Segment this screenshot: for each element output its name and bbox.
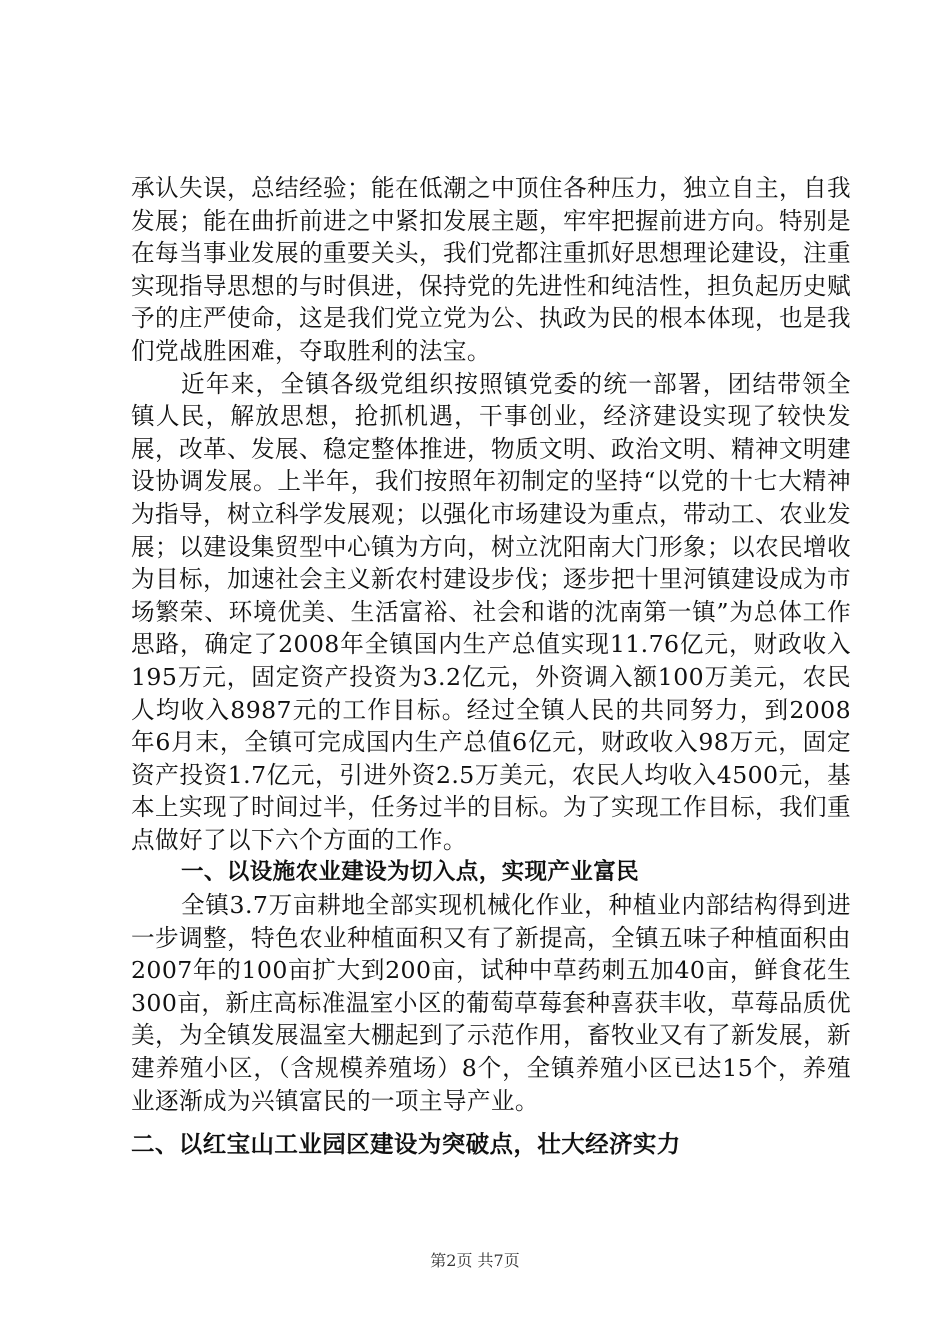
page-number-footer: 第2页 共7页 <box>430 1251 520 1270</box>
section-heading-2: 二、以红宝山工业园区建设为突破点，壮大经济实力 <box>131 1130 681 1159</box>
document-body <box>131 172 851 1161</box>
paragraph-continuation: 承认失误，总结经验；能在低潮之中顶住各种压力，独立自主，自我发展；能在曲折前进之中紧扣发展主题，牢牢把握前进方向。特别是在每当事业发展的重要关头，我们党都注重抓好思想理论建设，注重实现指导思想的与时俱进，保持党的先进性和纯洁性，担负起历史赋予的庄严使命，这是我们党立党为公、执政为民的根本体现，也是我们党战胜困难，夺取胜利的法宝。 <box>131 174 851 365</box>
section-heading-1: 一、以设施农业建设为切入点，实现产业富民 <box>181 859 640 886</box>
paragraph-recent-years: 近年来，全镇各级党组织按照镇党委的统一部署，团结带领全镇人民，解放思想，抢抓机遇，干事创业，经济建设实现了较快发展，改革、发展、稳定整体推进，物质文明、政治文明、精神文明建设协调发展。上半年，我们按照年初制定的坚持“以党的十七大精神为指导，树立科学发展观；以强化市场建设为重点，带动工、农业发展；以建设集贸型中心镇为方向，树立沈阳南大门形象；以农民增收为目标，加速社会主义新农村建设步伐；逐步把十里河镇建设成为市场繁荣、环境优美、生活富裕、社会和谐的沈南第一镇”为总体工作思路，确定了2008年全镇国内生产总值实现11.76亿元，财政收入195万元，固定资产投资为3.2亿元，外资调入额100万美元，农民人均收入8987元的工作目标。经过全镇人民的共同努力，到2008年6月末，全镇可完成国内生产总值6亿元，财政收入98万元，固定资产投资1.7亿元，引进外资2.5万美元，农民人均收入4500元，基本上实现了时间过半，任务过半的目标。为了实现工作目标，我们重点做好了以下六个方面的工作。 <box>131 369 851 854</box>
paragraph-agriculture: 全镇3.7万亩耕地全部实现机械化作业，种植业内部结构得到进一步调整，特色农业种植面积又有了新提高，全镇五味子种植面积由2007年的100亩扩大到200亩，试种中草药刺五加40亩，鲜食花生300亩，新庄高标准温室小区的葡萄草莓套种喜获丰收，草莓品质优美，为全镇发展温室大棚起到了示范作用，畜牧业又有了新发展，新建养殖小区，（含规模养殖场）8个，全镇养殖小区已达15个，养殖业逐渐成为兴镇富民的一项主导产业。 <box>131 891 851 1115</box>
